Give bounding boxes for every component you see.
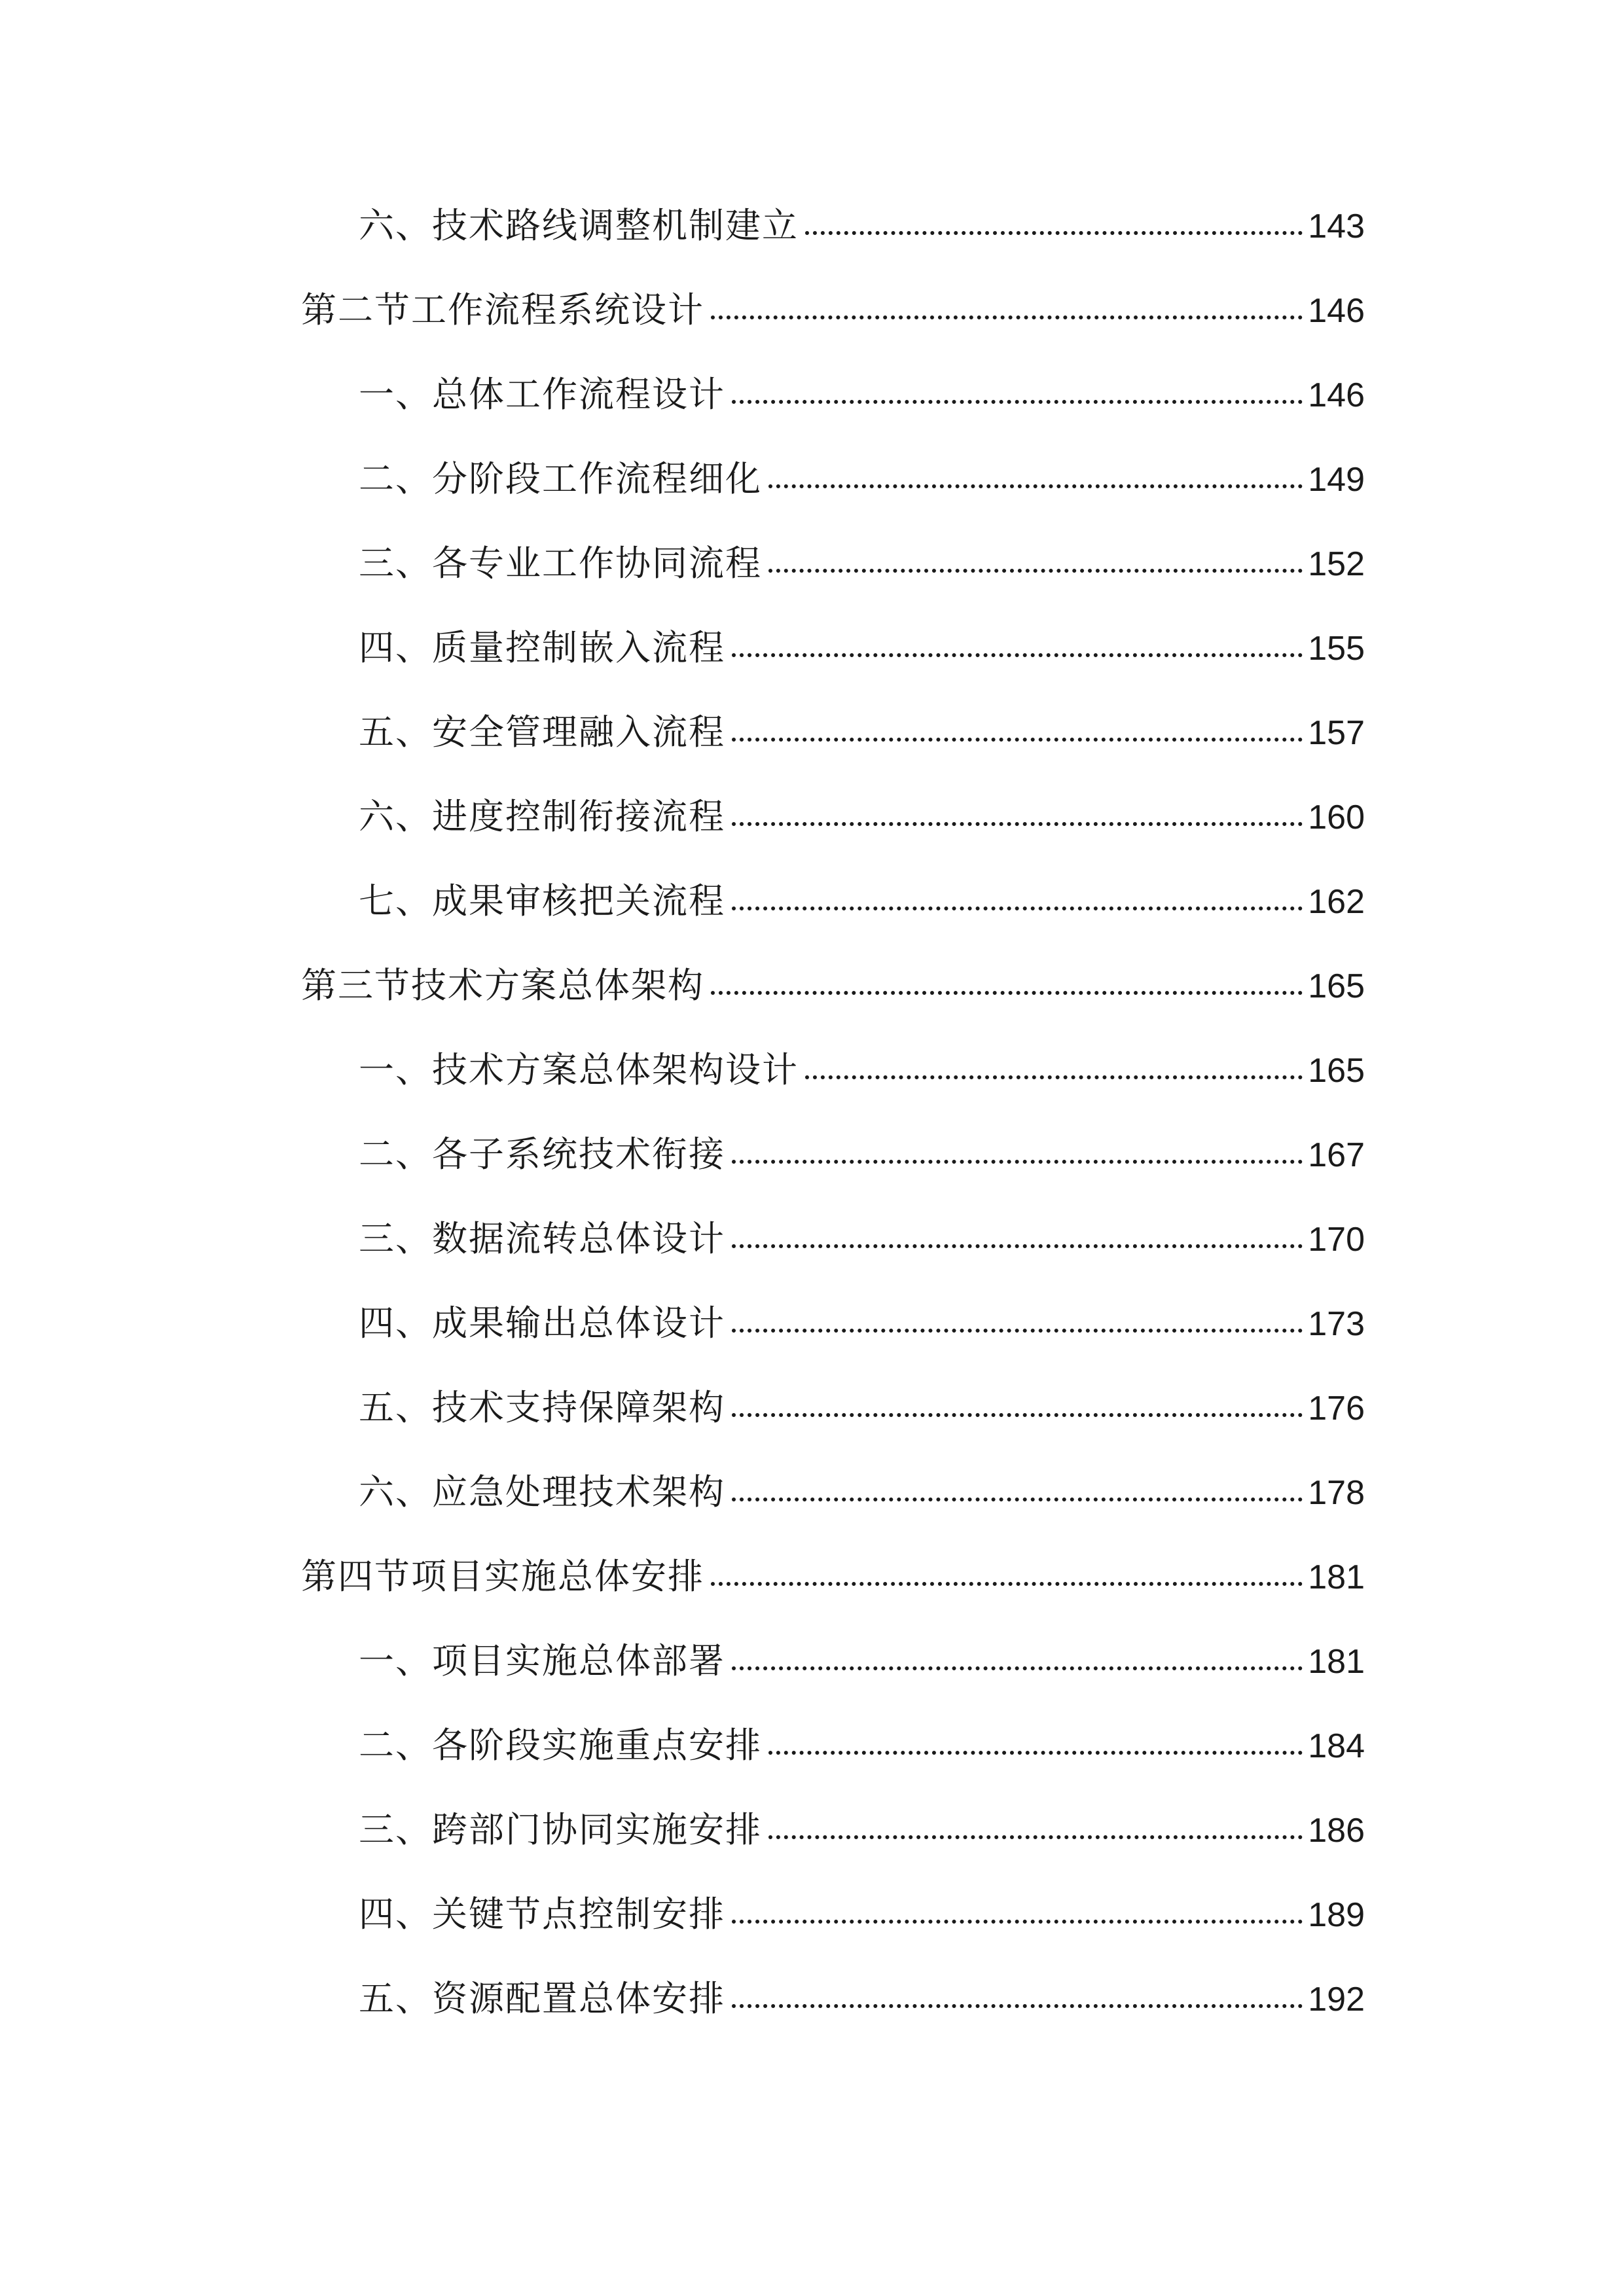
toc-entry-title: 四、成果输出总体设计 (359, 1302, 725, 1344)
toc-entry[interactable] (301, 205, 1365, 293)
toc-dot-leader (711, 991, 1303, 995)
toc-dot-leader (768, 484, 1303, 488)
toc-entry-title: 三、跨部门协同实施安排 (359, 1809, 762, 1850)
toc-entry-title: 五、安全管理融入流程 (359, 711, 725, 753)
toc-entry-page: 186 (1308, 1812, 1365, 1850)
toc-entry-page: 184 (1308, 1727, 1365, 1765)
toc-entry-page: 189 (1308, 1896, 1365, 1934)
toc-dot-leader (732, 1498, 1303, 1501)
toc-entry-title: 一、项目实施总体部署 (359, 1640, 725, 1681)
toc-section-entry[interactable] (301, 1556, 1365, 1643)
toc-dot-leader (732, 1666, 1303, 1670)
toc-dot-leader (732, 822, 1303, 826)
toc-entry-page: 162 (1308, 883, 1365, 921)
toc-dot-leader (732, 400, 1303, 404)
toc-entry-page: 176 (1308, 1390, 1365, 1427)
toc-entry-title: 六、进度控制衔接流程 (359, 796, 725, 837)
toc-dot-leader (732, 1244, 1303, 1248)
toc-entry-page: 192 (1308, 1981, 1365, 2018)
toc-dot-leader (768, 1835, 1303, 1839)
toc-entry-title: 四、质量控制嵌入流程 (359, 627, 725, 668)
toc-entry-page: 167 (1308, 1136, 1365, 1174)
toc-entry-page: 165 (1308, 967, 1365, 1005)
toc-entry[interactable] (301, 1978, 1365, 2066)
toc-entry-title: 六、应急处理技术架构 (359, 1471, 725, 1513)
toc-entry-page: 181 (1308, 1643, 1365, 1681)
toc-entry-page: 143 (1308, 207, 1365, 245)
toc-dot-leader (732, 1160, 1303, 1164)
toc-entry-title: 二、分阶段工作流程细化 (359, 458, 762, 499)
toc-entry[interactable] (301, 1302, 1365, 1390)
toc-dot-leader (768, 569, 1303, 573)
toc-entry[interactable] (301, 1049, 1365, 1137)
toc-entry-page: 155 (1308, 630, 1365, 668)
toc-entry-page: 178 (1308, 1474, 1365, 1512)
toc-entry-title: 四、关键节点控制安排 (359, 1893, 725, 1935)
toc-entry-page: 146 (1308, 292, 1365, 330)
toc-entry[interactable] (301, 796, 1365, 884)
toc-dot-leader (732, 738, 1303, 742)
table-of-contents (301, 205, 1365, 2066)
toc-entry-title: 第三节技术方案总体架构 (301, 965, 704, 1006)
toc-entry-page: 149 (1308, 461, 1365, 499)
toc-entry-page: 173 (1308, 1305, 1365, 1343)
toc-entry-title: 一、技术方案总体架构设计 (359, 1049, 799, 1090)
toc-entry[interactable] (301, 1725, 1365, 1812)
toc-entry-page: 165 (1308, 1052, 1365, 1090)
toc-dot-leader (711, 1582, 1303, 1586)
toc-entry-title: 第二节工作流程系统设计 (301, 289, 704, 331)
toc-entry-title: 五、技术支持保障架构 (359, 1387, 725, 1428)
toc-entry[interactable] (301, 1218, 1365, 1306)
toc-dot-leader (732, 906, 1303, 910)
toc-dot-leader (805, 231, 1303, 235)
toc-dot-leader (732, 1920, 1303, 1924)
toc-entry-page: 152 (1308, 545, 1365, 583)
toc-entry-title: 第四节项目实施总体安排 (301, 1556, 704, 1597)
toc-entry-title: 六、技术路线调整机制建立 (359, 205, 799, 246)
toc-dot-leader (805, 1075, 1303, 1079)
toc-entry[interactable] (301, 1893, 1365, 1981)
toc-entry-page: 170 (1308, 1221, 1365, 1259)
toc-entry[interactable] (301, 1387, 1365, 1475)
toc-entry[interactable] (301, 1640, 1365, 1728)
toc-entry[interactable] (301, 543, 1365, 630)
toc-entry-page: 157 (1308, 714, 1365, 752)
toc-entry-title: 三、数据流转总体设计 (359, 1218, 725, 1259)
toc-section-entry[interactable] (301, 965, 1365, 1052)
toc-entry[interactable] (301, 1134, 1365, 1221)
toc-entry[interactable] (301, 374, 1365, 461)
toc-entry[interactable] (301, 880, 1365, 968)
toc-entry-title: 二、各子系统技术衔接 (359, 1134, 725, 1175)
toc-entry-title: 五、资源配置总体安排 (359, 1978, 725, 2019)
toc-entry-page: 160 (1308, 798, 1365, 836)
toc-entry[interactable] (301, 627, 1365, 715)
toc-entry[interactable] (301, 1809, 1365, 1897)
toc-section-entry[interactable] (301, 289, 1365, 377)
toc-dot-leader (732, 2004, 1303, 2008)
toc-entry-title: 二、各阶段实施重点安排 (359, 1725, 762, 1766)
toc-entry-title: 一、总体工作流程设计 (359, 374, 725, 415)
toc-entry[interactable] (301, 1471, 1365, 1559)
toc-entry-page: 146 (1308, 376, 1365, 414)
toc-dot-leader (732, 653, 1303, 657)
toc-dot-leader (732, 1329, 1303, 1333)
toc-entry-title: 三、各专业工作协同流程 (359, 543, 762, 584)
toc-dot-leader (711, 315, 1303, 319)
toc-entry[interactable] (301, 711, 1365, 799)
toc-entry-page: 181 (1308, 1558, 1365, 1596)
toc-dot-leader (732, 1413, 1303, 1417)
toc-entry[interactable] (301, 458, 1365, 546)
toc-dot-leader (768, 1751, 1303, 1755)
toc-entry-title: 七、成果审核把关流程 (359, 880, 725, 922)
